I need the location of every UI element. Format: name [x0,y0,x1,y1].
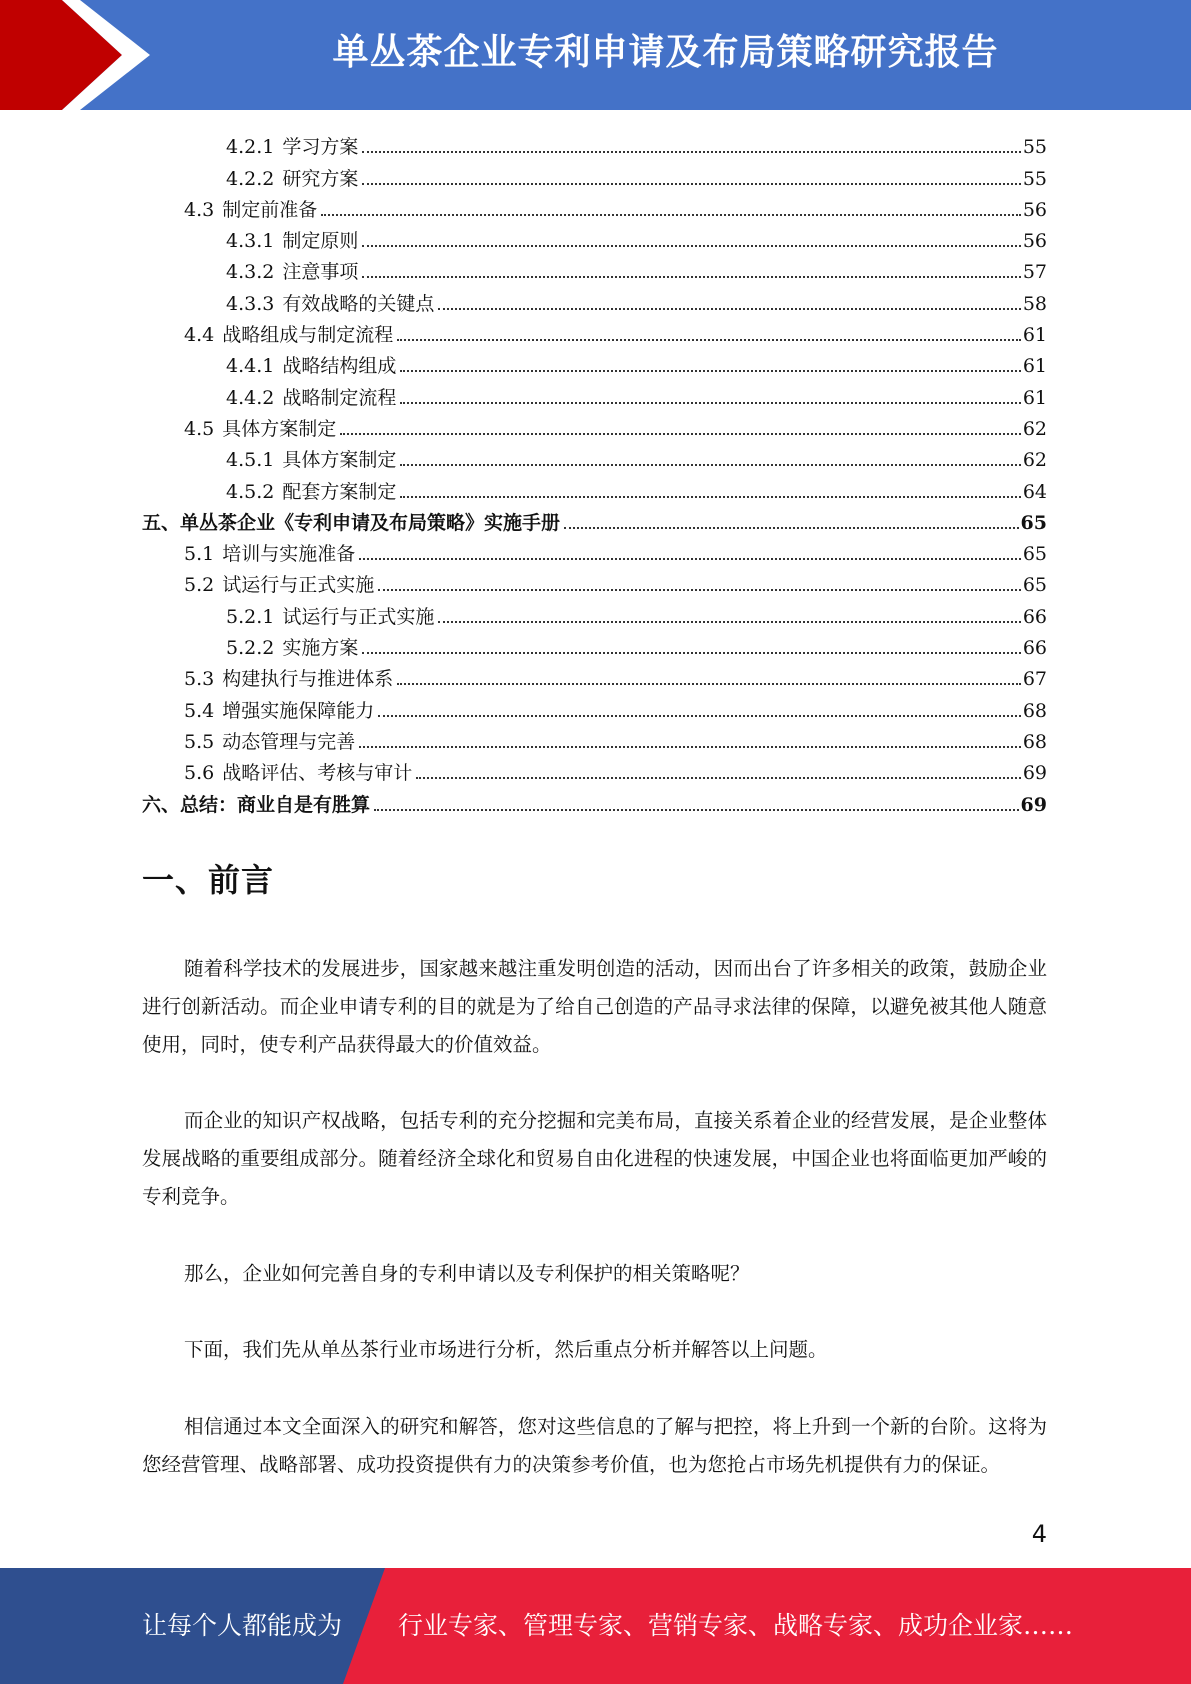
paragraph-1: 随着科学技术的发展进步，国家越来越注重发明创造的活动，因而出台了许多相关的政策，鼓励企业进行创新活动。而企业申请专利的目的就是为了给自己创造的产品寻求法律的保障，以避免被其他人随意使用，同时，使专利产品获得最大的价值效益。 [142,957,1047,1056]
toc-entry-page: 69 [1022,762,1047,785]
toc-entry-page: 67 [1022,668,1047,691]
toc-entry-number: 4.2.1 [226,136,275,159]
toc-entry[interactable] [142,535,1047,566]
toc-entry-page: 65 [1022,574,1047,597]
toc-entry-title: 研究方案 [282,167,359,190]
toc-entry-number: 5.1 [184,543,215,566]
toc-entry[interactable] [142,566,1047,597]
toc-entry-number: 4.5.1 [226,449,275,472]
toc-entry[interactable] [142,441,1047,472]
toc-entry-label [184,699,378,723]
toc-entry-title: 六、总结：商业自是有胜算 [142,793,371,816]
toc-entry-number: 5.5 [184,730,215,753]
toc-entry-label [226,260,362,284]
toc-entry-title: 战略评估、考核与审计 [222,762,413,785]
toc-entry-title: 增强实施保障能力 [222,699,375,722]
toc-entry-number: 4.4.1 [226,355,275,378]
toc-dot-leader [416,777,1021,779]
toc-entry-title: 战略组成与制定流程 [222,324,394,347]
toc-dot-leader [340,433,1021,435]
toc-dot-leader [438,621,1020,623]
toc-entry-number: 5.2.1 [226,605,275,628]
toc-dot-leader [362,652,1020,654]
toc-entry[interactable] [142,378,1047,409]
toc-entry-label [226,292,438,316]
toc-dot-leader [400,464,1020,466]
toc-entry-number: 4.3.1 [226,230,275,253]
toc-entry-label [184,667,397,691]
paragraph-3: 那么，企业如何完善自身的专利申请以及专利保护的相关策略呢？ [184,1262,750,1285]
toc-entry-page: 66 [1022,605,1047,628]
toc-entry-page: 55 [1022,167,1047,190]
toc-dot-leader [400,496,1020,498]
paragraph-2: 而企业的知识产权战略，包括专利的充分挖掘和完美布局，直接关系着企业的经营发展，是企业整体发展战略的重要组成部分。随着经济全球化和贸易自由化进程的快速发展，中国企业也将面临更加严峻的专利竞争。 [142,1109,1047,1208]
toc-dot-leader [438,308,1020,310]
toc-entry-number: 4.5.2 [226,480,275,503]
toc-entry[interactable] [142,629,1047,660]
toc-entry-page: 56 [1022,198,1047,221]
toc-entry-page: 68 [1022,699,1047,722]
toc-entry[interactable] [142,785,1047,816]
toc-dot-leader [359,746,1021,748]
toc-entry-page: 61 [1022,355,1047,378]
toc-entry-label [226,636,362,660]
toc-dot-leader [564,527,1019,529]
toc-entry[interactable] [142,159,1047,190]
toc-dot-leader [359,558,1021,560]
toc-entry-number: 4.2.2 [226,167,275,190]
toc-entry[interactable] [142,222,1047,253]
toc-entry-title: 动态管理与完善 [222,730,356,753]
toc-entry-page: 66 [1022,637,1047,660]
toc-entry-label [226,605,438,629]
table-of-contents [142,128,1047,817]
toc-entry-label [226,229,362,253]
toc-entry[interactable] [142,316,1047,347]
toc-entry-label [184,573,378,597]
toc-entry[interactable] [142,723,1047,754]
toc-entry[interactable] [142,472,1047,503]
toc-dot-leader [362,245,1020,247]
toc-dot-leader [400,370,1020,372]
toc-dot-leader [321,214,1021,216]
toc-entry-page: 65 [1022,543,1047,566]
toc-entry-title: 具体方案制定 [222,417,337,440]
toc-entry-label [184,542,359,566]
toc-entry-number: 5.6 [184,762,215,785]
toc-entry-title: 制定前准备 [222,198,318,221]
toc-entry-page: 64 [1022,480,1047,503]
toc-entry-title: 实施方案 [282,637,359,660]
toc-entry-label [226,480,400,504]
toc-entry[interactable] [142,191,1047,222]
toc-entry-page: 61 [1022,386,1047,409]
toc-entry-label [184,417,340,441]
toc-entry[interactable] [142,597,1047,628]
toc-entry-label [184,761,416,785]
toc-entry-page: 68 [1022,730,1047,753]
toc-dot-leader [362,151,1020,153]
toc-entry-number: 5.2.2 [226,637,275,660]
toc-entry-number: 4.5 [184,417,215,440]
report-title: 单丛茶企业专利申请及布局策略研究报告 [332,32,999,73]
toc-dot-leader [397,339,1021,341]
toc-entry-title: 注意事项 [282,261,359,284]
toc-entry-label [142,511,564,535]
toc-entry-number: 4.3.3 [226,292,275,315]
page-number: 4 [1031,1520,1047,1548]
footer-slogan-left: 让每个人都能成为 [142,1611,343,1640]
toc-entry-title: 有效战略的关键点 [282,292,435,315]
toc-dot-leader [362,183,1020,185]
page-header [0,0,1191,110]
toc-entry-title: 构建执行与推进体系 [222,668,394,691]
toc-entry-number: 5.3 [184,668,215,691]
toc-entry[interactable] [142,754,1047,785]
toc-entry-label [226,167,362,191]
toc-entry-label [142,793,374,817]
toc-entry[interactable] [142,347,1047,378]
toc-entry-title: 具体方案制定 [282,449,397,472]
toc-entry-label [184,198,321,222]
toc-entry-label [184,730,359,754]
toc-entry-title: 配套方案制定 [282,480,397,503]
toc-entry-page: 61 [1022,324,1047,347]
footer-slogan-right: 行业专家、管理专家、营销专家、战略专家、成功企业家…… [398,1611,1074,1640]
toc-entry-number: 4.4 [184,324,215,347]
toc-entry-label [184,323,397,347]
toc-entry-label [226,354,400,378]
toc-entry-number: 4.4.2 [226,386,275,409]
toc-entry-label [226,448,400,472]
page-footer [0,1568,1191,1684]
toc-entry[interactable] [142,284,1047,315]
toc-entry-title: 学习方案 [282,136,359,159]
toc-entry-title: 战略结构组成 [282,355,397,378]
toc-dot-leader [400,402,1020,404]
toc-entry-number: 5.4 [184,699,215,722]
toc-entry-page: 58 [1022,292,1047,315]
toc-entry-page: 56 [1022,230,1047,253]
toc-entry[interactable] [142,504,1047,535]
toc-entry-page: 62 [1022,417,1047,440]
toc-entry[interactable] [142,660,1047,691]
toc-entry-title: 战略制定流程 [282,386,397,409]
toc-entry-number: 4.3.2 [226,261,275,284]
toc-entry[interactable] [142,128,1047,159]
toc-dot-leader [378,589,1021,591]
toc-dot-leader [378,715,1021,717]
toc-entry-page: 62 [1022,449,1047,472]
toc-entry-number: 4.3 [184,198,215,221]
toc-dot-leader [397,683,1021,685]
toc-entry-page: 55 [1022,136,1047,159]
toc-entry-number: 5.2 [184,574,215,597]
paragraph-5: 相信通过本文全面深入的研究和解答，您对这些信息的了解与把控，将上升到一个新的台阶。这将为您经营管理、战略部署、成功投资提供有力的决策参考价值，也为您抢占市场先机提供有力的保证。 [142,1415,1047,1476]
toc-entry-label [226,135,362,159]
toc-entry-page: 65 [1020,511,1047,534]
toc-entry-title: 五、单丛茶企业《专利申请及布局策略》实施手册 [142,511,561,534]
paragraph-4: 下面，我们先从单丛茶行业市场进行分析，然后重点分析并解答以上问题。 [184,1338,828,1361]
toc-entry-title: 试运行与正式实施 [222,574,375,597]
toc-dot-leader [374,809,1019,811]
toc-entry-page: 69 [1020,793,1047,816]
toc-entry-title: 试运行与正式实施 [282,605,435,628]
toc-dot-leader [362,276,1020,278]
toc-entry-title: 培训与实施准备 [222,543,356,566]
toc-entry[interactable] [142,410,1047,441]
toc-entry-page: 57 [1022,261,1047,284]
section-heading: 一、前言 [142,861,275,899]
toc-entry[interactable] [142,691,1047,722]
toc-entry-title: 制定原则 [282,230,359,253]
toc-entry-label [226,386,400,410]
toc-entry[interactable] [142,253,1047,284]
